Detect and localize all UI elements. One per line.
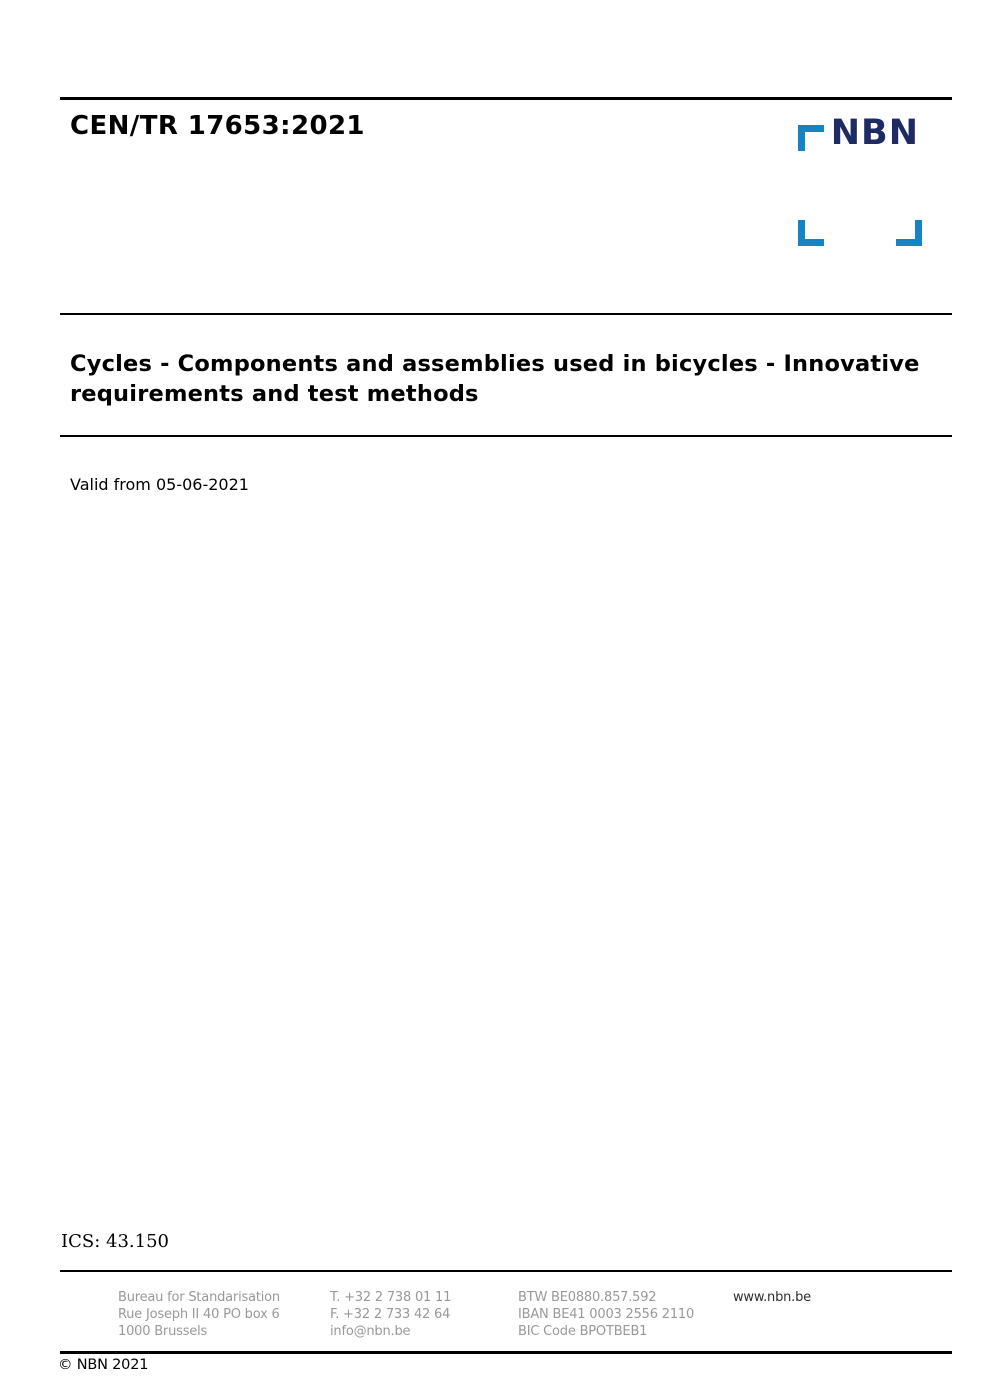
footer-btw: BTW BE0880.857.592 <box>518 1290 657 1305</box>
document-title-line1: Cycles - Components and assemblies used in bicycles - Innovative <box>70 351 920 377</box>
document-title <box>70 349 920 409</box>
document-title-line2: requirements and test methods <box>70 381 479 407</box>
footer-fax: F. +32 2 733 42 64 <box>330 1307 451 1322</box>
title-top-rule <box>60 313 952 315</box>
footer-top-rule <box>60 1270 952 1272</box>
footer-phone: T. +32 2 738 01 11 <box>330 1290 452 1305</box>
nbn-logo <box>798 113 922 246</box>
footer-org-name: Bureau for Standarisation <box>118 1290 280 1305</box>
footer-bic: BIC Code BPOTBEB1 <box>518 1324 648 1339</box>
top-rule <box>60 97 952 100</box>
nbn-logo-wordmark: NBN <box>830 113 919 153</box>
logo-bracket-bottom-right-icon <box>896 220 922 246</box>
logo-bracket-bottom-left-icon <box>798 220 824 246</box>
bottom-rule <box>60 1351 952 1354</box>
footer-email: info@nbn.be <box>330 1324 411 1339</box>
title-bottom-rule <box>60 435 952 437</box>
footer-street: Rue Joseph II 40 PO box 6 <box>118 1307 280 1322</box>
footer-iban: IBAN BE41 0003 2556 2110 <box>518 1307 695 1322</box>
ics-code: ICS: 43.150 <box>61 1231 169 1252</box>
footer-bank-column <box>518 1289 694 1340</box>
footer-contact-column <box>330 1289 451 1340</box>
footer-website: www.nbn.be <box>733 1290 811 1305</box>
footer-address-column <box>118 1289 280 1340</box>
valid-from-text: Valid from 05-06-2021 <box>70 475 249 494</box>
footer-city: 1000 Brussels <box>118 1324 208 1339</box>
document-number: CEN/TR 17653:2021 <box>70 111 365 141</box>
logo-bracket-top-left-icon <box>798 125 824 151</box>
copyright-notice: © NBN 2021 <box>58 1357 149 1373</box>
